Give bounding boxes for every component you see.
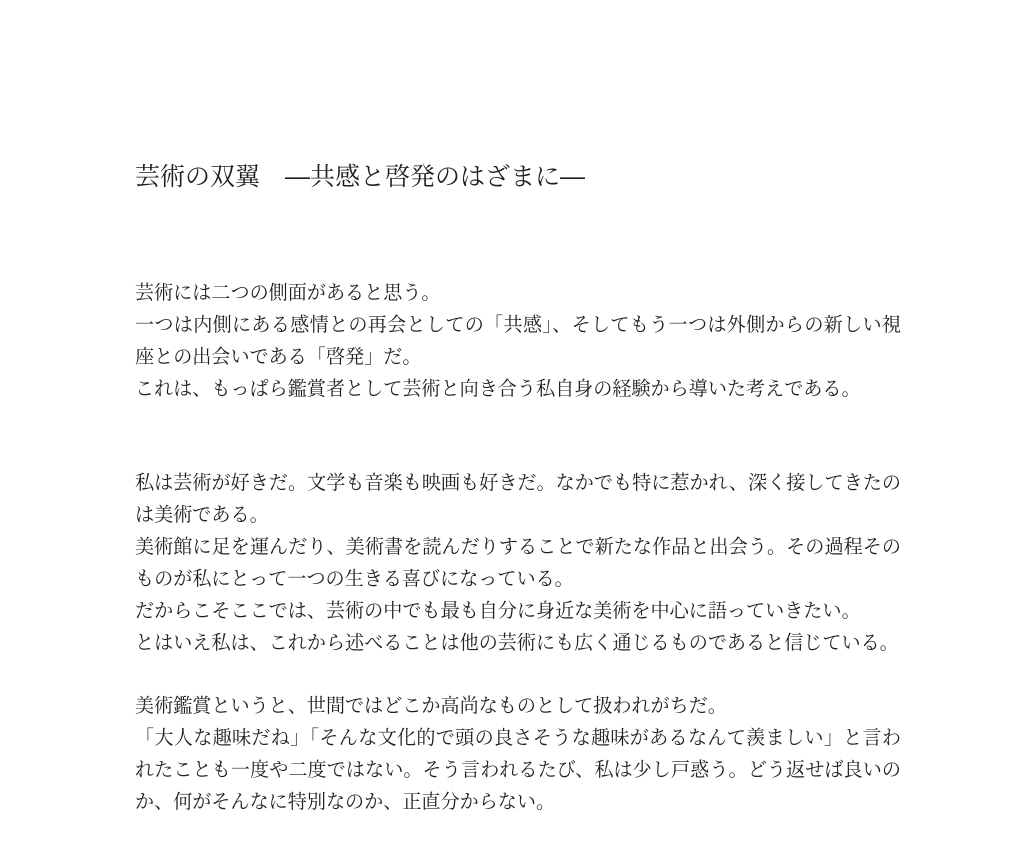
paragraph-3 bbox=[135, 690, 901, 818]
text-line: これは、もっぱら鑑賞者として芸術と向き合う私自身の経験から導いた考えである。 bbox=[135, 377, 861, 400]
document-content bbox=[135, 0, 901, 818]
text-line: 「大人な趣味だね」「そんな文化的で頭の良さそうな趣味があるなんて羨ましい」と言われたことも一度や二度ではない。そう言われるたび、私は少し戸惑う。どう返せば良いのか、何がそんなに特別なのか、正直分からない。 bbox=[135, 726, 901, 813]
text-line: 一つは内側にある感情との再会としての「共感」、そしてもう一つは外側からの新しい視座との出会いである「啓発」だ。 bbox=[135, 313, 901, 368]
document-title: 芸術の双翼 ―共感と啓発のはざまに― bbox=[135, 162, 586, 191]
paragraph-2 bbox=[135, 467, 901, 659]
paragraph-1 bbox=[135, 277, 901, 405]
text-line: とはいえ私は、これから述べることは他の芸術にも広く通じるものであると信じている。 bbox=[135, 631, 899, 654]
text-line: 芸術には二つの側面があると思う。 bbox=[135, 281, 441, 304]
text-line: 私は芸術が好きだ。文学も音楽も映画も好きだ。なかでも特に惹かれ、深く接してきたのは美術である。 bbox=[135, 471, 901, 526]
text-line: 美術鑑賞というと、世間ではどこか高尚なものとして扱われがちだ。 bbox=[135, 694, 727, 717]
text-line: 美術館に足を運んだり、美術書を読んだりすることで新たな作品と出会う。その過程そのものが私にとって一つの生きる喜びになっている。 bbox=[135, 535, 901, 590]
text-line: だからこそここでは、芸術の中でも最も自分に身近な美術を中心に語っていきたい。 bbox=[135, 599, 861, 622]
